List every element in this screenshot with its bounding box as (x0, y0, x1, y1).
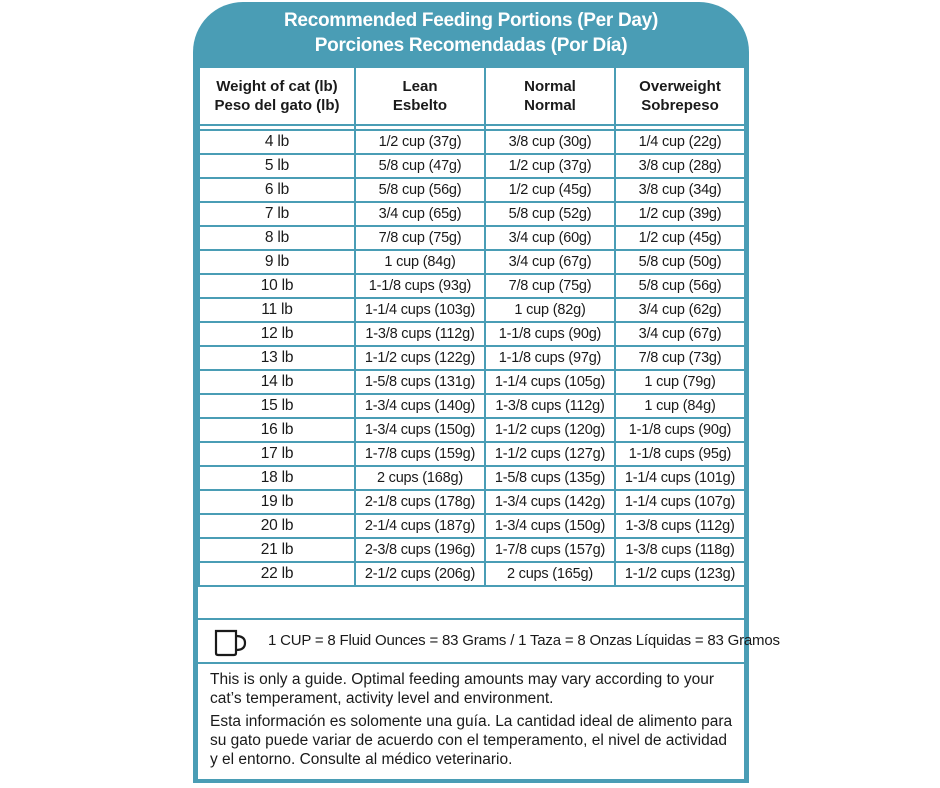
normal-cell: 5/8 cup (52g) (485, 202, 615, 226)
conversion-text: 1 CUP = 8 Fluid Ounces = 83 Grams / 1 Taza = 8 Onzas Líquidas = 83 Gramos (268, 632, 780, 649)
normal-cell: 1-1/8 cups (90g) (485, 322, 615, 346)
lean-cell: 1 cup (84g) (355, 250, 485, 274)
weight-cell: 6 lb (199, 178, 355, 202)
lean-cell: 2-1/4 cups (187g) (355, 514, 485, 538)
table-body (199, 130, 745, 586)
normal-cell: 1-7/8 cups (157g) (485, 538, 615, 562)
overweight-cell: 1/4 cup (22g) (615, 130, 745, 154)
header-normal: Normal Normal (485, 67, 615, 125)
overweight-cell: 1/2 cup (39g) (615, 202, 745, 226)
table-row (199, 514, 745, 538)
normal-cell: 1-3/4 cups (142g) (485, 490, 615, 514)
table-row (199, 346, 745, 370)
normal-cell: 2 cups (165g) (485, 562, 615, 586)
overweight-cell: 1 cup (79g) (615, 370, 745, 394)
conversion-row (198, 618, 780, 664)
feeding-table (198, 66, 746, 587)
table-row (199, 442, 745, 466)
table-row (199, 466, 745, 490)
weight-cell: 16 lb (199, 418, 355, 442)
normal-cell: 7/8 cup (75g) (485, 274, 615, 298)
lean-cell: 5/8 cup (56g) (355, 178, 485, 202)
lean-cell: 1-7/8 cups (159g) (355, 442, 485, 466)
table-row (199, 202, 745, 226)
overweight-cell: 1-3/8 cups (118g) (615, 538, 745, 562)
overweight-cell: 1-1/2 cups (123g) (615, 562, 745, 586)
normal-cell: 1-5/8 cups (135g) (485, 466, 615, 490)
table-row (199, 298, 745, 322)
table-row (199, 250, 745, 274)
lean-cell: 2-3/8 cups (196g) (355, 538, 485, 562)
lean-cell: 1-1/4 cups (103g) (355, 298, 485, 322)
table-row (199, 226, 745, 250)
overweight-cell: 1-3/8 cups (112g) (615, 514, 745, 538)
table-row (199, 274, 745, 298)
note-spanish: Esta información es solomente una guía. La cantidad ideal de alimento para su gato puede variar de acuerdo con el temperamento, el nivel de actividad y el entorno. Consulte al médico veterinario. (210, 713, 733, 768)
weight-cell: 19 lb (199, 490, 355, 514)
normal-cell: 1/2 cup (37g) (485, 154, 615, 178)
overweight-cell: 1/2 cup (45g) (615, 226, 745, 250)
overweight-cell: 1-1/4 cups (107g) (615, 490, 745, 514)
lean-cell: 5/8 cup (47g) (355, 154, 485, 178)
table-row (199, 490, 745, 514)
normal-cell: 1/2 cup (45g) (485, 178, 615, 202)
lean-cell: 7/8 cup (75g) (355, 226, 485, 250)
overweight-cell: 3/4 cup (67g) (615, 322, 745, 346)
lean-cell: 1-5/8 cups (131g) (355, 370, 485, 394)
title-spanish: Porciones Recomendadas (Por Día) (314, 35, 628, 56)
normal-cell: 3/4 cup (67g) (485, 250, 615, 274)
overweight-cell: 1-1/8 cups (95g) (615, 442, 745, 466)
normal-cell: 1-1/8 cups (97g) (485, 346, 615, 370)
lean-cell: 1-1/2 cups (122g) (355, 346, 485, 370)
normal-cell: 1-1/4 cups (105g) (485, 370, 615, 394)
table-row (199, 538, 745, 562)
weight-cell: 21 lb (199, 538, 355, 562)
table-row (199, 130, 745, 154)
note-english: This is only a guide. Optimal feeding amounts may vary according to your cat’s temperament, activity level and environment. (210, 671, 714, 707)
weight-cell: 22 lb (199, 562, 355, 586)
header-lean: Lean Esbelto (355, 67, 485, 125)
normal-cell: 1 cup (82g) (485, 298, 615, 322)
weight-cell: 13 lb (199, 346, 355, 370)
weight-cell: 9 lb (199, 250, 355, 274)
overweight-cell: 3/8 cup (34g) (615, 178, 745, 202)
overweight-cell: 3/8 cup (28g) (615, 154, 745, 178)
overweight-cell: 1 cup (84g) (615, 394, 745, 418)
lean-cell: 1-3/4 cups (140g) (355, 394, 485, 418)
weight-cell: 8 lb (199, 226, 355, 250)
weight-cell: 11 lb (199, 298, 355, 322)
lean-cell: 1-3/8 cups (112g) (355, 322, 485, 346)
overweight-cell: 1-1/8 cups (90g) (615, 418, 745, 442)
lean-cell: 2-1/2 cups (206g) (355, 562, 485, 586)
table-row (199, 370, 745, 394)
normal-cell: 1-3/8 cups (112g) (485, 394, 615, 418)
table-row (199, 562, 745, 586)
table-row (199, 154, 745, 178)
measuring-cup-icon (212, 628, 248, 663)
weight-cell: 12 lb (199, 322, 355, 346)
lean-cell: 1-3/4 cups (150g) (355, 418, 485, 442)
table-header-row (199, 67, 745, 125)
weight-cell: 18 lb (199, 466, 355, 490)
overweight-cell: 3/4 cup (62g) (615, 298, 745, 322)
table-row (199, 178, 745, 202)
title-english: Recommended Feeding Portions (Per Day) (284, 10, 658, 31)
weight-cell: 4 lb (199, 130, 355, 154)
weight-cell: 5 lb (199, 154, 355, 178)
normal-cell: 3/4 cup (60g) (485, 226, 615, 250)
overweight-cell: 5/8 cup (56g) (615, 274, 745, 298)
normal-cell: 1-1/2 cups (127g) (485, 442, 615, 466)
weight-cell: 20 lb (199, 514, 355, 538)
table-row (199, 322, 745, 346)
normal-cell: 1-3/4 cups (150g) (485, 514, 615, 538)
header-weight: Weight of cat (lb) Peso del gato (lb) (199, 67, 355, 125)
chart-title (193, 8, 749, 58)
weight-cell: 15 lb (199, 394, 355, 418)
lean-cell: 1/2 cup (37g) (355, 130, 485, 154)
weight-cell: 17 lb (199, 442, 355, 466)
lean-cell: 2-1/8 cups (178g) (355, 490, 485, 514)
guide-notes (210, 670, 738, 773)
overweight-cell: 7/8 cup (73g) (615, 346, 745, 370)
lean-cell: 1-1/8 cups (93g) (355, 274, 485, 298)
lean-cell: 2 cups (168g) (355, 466, 485, 490)
normal-cell: 3/8 cup (30g) (485, 130, 615, 154)
lean-cell: 3/4 cup (65g) (355, 202, 485, 226)
weight-cell: 10 lb (199, 274, 355, 298)
overweight-cell: 5/8 cup (50g) (615, 250, 745, 274)
overweight-cell: 1-1/4 cups (101g) (615, 466, 745, 490)
weight-cell: 7 lb (199, 202, 355, 226)
weight-cell: 14 lb (199, 370, 355, 394)
header-overweight: Overweight Sobrepeso (615, 67, 745, 125)
table-row (199, 418, 745, 442)
normal-cell: 1-1/2 cups (120g) (485, 418, 615, 442)
table-row (199, 394, 745, 418)
